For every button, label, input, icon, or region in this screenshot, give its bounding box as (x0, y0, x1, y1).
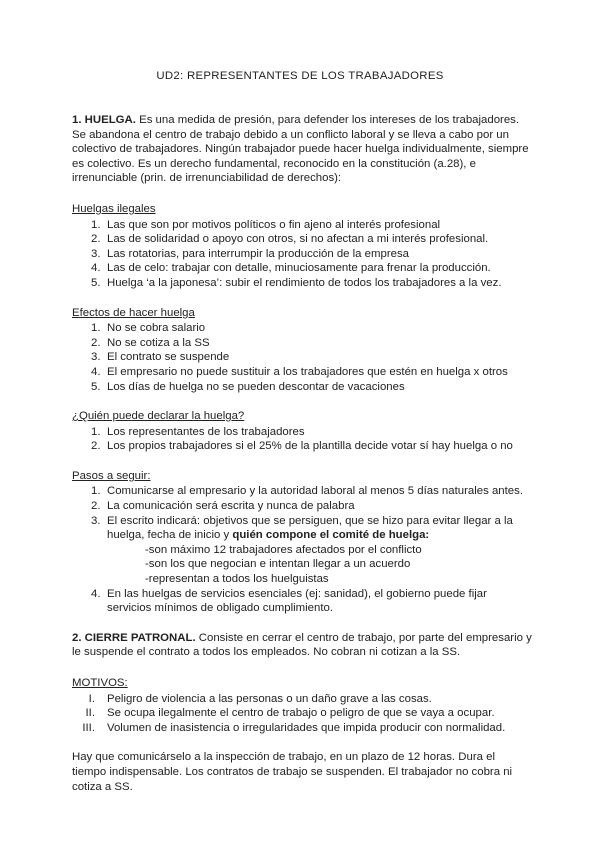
list-item (72, 721, 532, 736)
list-item-text: Los propios trabajadores si el 25% de la plantilla decide votar sí hay huelga o no (107, 440, 513, 453)
list-item (72, 261, 532, 276)
list-number: 4. (91, 365, 101, 378)
section-heading-cierre: 2. CIERRE PATRONAL. (72, 631, 196, 644)
comite-line: -son los que negocian e intentan llegar a un acuerdo (145, 558, 411, 571)
list-efectos-huelga (72, 321, 532, 394)
list-number: 2. (91, 500, 101, 513)
section-cierre-patronal (72, 631, 532, 660)
list-item-text: Las de solidaridad o apoyo con otros, si no afectan a mi interés profesional. (107, 233, 489, 246)
document-body (72, 113, 532, 794)
list-item (72, 380, 532, 395)
list-item (72, 218, 532, 233)
final-paragraph: Hay que comunicárselo a la inspección de trabajo, en un plazo de 12 horas. Dura el tiempo indispensable. Los contratos de trabajo se suspenden. El trabajador no cobra ni cotiza a SS. (72, 751, 513, 793)
list-item-text: Las de celo: trabajar con detalle, minuciosamente para frenar la producción. (107, 262, 491, 275)
list-item (72, 336, 532, 351)
list-number: 3. (91, 514, 101, 527)
list-number: 2. (91, 336, 101, 349)
comite-line: -representan a todos los huelguistas (145, 573, 329, 586)
list-item-text: El escrito indicará: objetivos que se persiguen, que se hizo para evitar llegar a la huelga, fecha de inicio y (107, 514, 513, 542)
list-item-text: El empresario no puede sustituir a los trabajadores que estén en huelga x otros (107, 365, 508, 378)
list-number: III. (82, 721, 95, 734)
list-item (72, 587, 532, 616)
list-item-text: Las que son por motivos políticos o fin ajeno al interés profesional (107, 218, 441, 231)
list-item (72, 484, 532, 499)
list-item-text: No se cotiza a la SS (107, 336, 210, 349)
list-item (72, 247, 532, 262)
list-item-text: Los representantes de los trabajadores (107, 425, 305, 438)
list-item-text: Se ocupa ilegalmente el centro de trabajo o peligro de que se vaya a ocupar. (107, 707, 495, 720)
list-item (72, 365, 532, 380)
list-item (72, 439, 532, 454)
list-item (72, 276, 532, 291)
list-item-text: Los días de huelga no se pueden descontar de vacaciones (107, 380, 405, 393)
list-item (72, 232, 532, 247)
list-number: 1. (91, 218, 101, 231)
list-item-text: El contrato se suspende (107, 351, 230, 364)
subheading-huelgas-ilegales: Huelgas ilegales (72, 202, 156, 215)
list-number: I. (88, 692, 95, 705)
list-pasos (72, 484, 532, 615)
list-motivos (72, 692, 532, 736)
list-item-text: Volumen de inasistencia o irregularidades que impida producir con normalidad. (107, 721, 506, 734)
subheading-efectos-huelga: Efectos de hacer huelga (72, 306, 195, 319)
list-number: 4. (91, 587, 101, 600)
list-number: 1. (91, 322, 101, 335)
section-huelga-intro (72, 113, 532, 186)
list-number: 2. (91, 440, 101, 453)
subheading-quien-declara: ¿Quién puede declarar la huelga? (72, 410, 245, 423)
list-item-text: Las rotatorias, para interrumpir la producción de la empresa (107, 247, 410, 260)
section-huelga-text: Es una medida de presión, para defender los intereses de los trabajadores. Se abandona el centro de trabajo debido a un conflicto laboral y se lleva a cabo por un colectivo de trabajadores. Ningún trabajador puede hacer huelga individualmente, siempre es colectivo. Es un derecho fundamental, reconocido en la constitución (a.28), e irrenunciable (prin. de irrenunciabilidad de derechos): (72, 114, 529, 185)
list-item-text: Peligro de violencia a las personas o un daño grave a las cosas. (107, 692, 432, 705)
section-cierre-text: Consiste en cerrar el centro de trabajo, por parte del empresario y le suspende el contrato a todos los empleados. No cobran ni cotizan a la SS. (72, 631, 532, 659)
list-item (72, 514, 532, 587)
list-number: 5. (91, 276, 101, 289)
list-item-bold-text: quién compone el comité de huelga: (232, 529, 430, 542)
list-item-text: Huelga ‘a la japonesa’: subir el rendimiento de todos los trabajadores a la vez. (107, 276, 502, 289)
comite-line: -son máximo 12 trabajadores afectados por el conflicto (145, 543, 422, 556)
list-item (72, 321, 532, 336)
list-item (72, 706, 532, 721)
list-number: 5. (91, 380, 101, 393)
list-number: 4. (91, 262, 101, 275)
list-number: 1. (91, 425, 101, 438)
list-item (72, 692, 532, 707)
section-heading-huelga: 1. HUELGA. (72, 114, 136, 126)
list-number: II. (85, 707, 95, 720)
subheading-motivos: MOTIVOS: (72, 677, 128, 689)
subheading-pasos: Pasos a seguir: (72, 469, 151, 482)
list-item-text: En las huelgas de servicios esenciales (ej: sanidad), el gobierno puede fijar servicios mínimos de obligado cumplimiento. (107, 587, 487, 615)
list-item (72, 499, 532, 514)
list-number: 3. (91, 351, 101, 364)
comite-details (107, 543, 532, 587)
list-item (72, 350, 532, 365)
list-quien-declara (72, 425, 532, 454)
list-item-text: No se cobra salario (107, 322, 206, 335)
list-item-text: La comunicación será escrita y nunca de palabra (107, 500, 355, 513)
list-number: 2. (91, 233, 101, 246)
document-title: UD2: REPRESENTANTES DE LOS TRABAJADORES (156, 70, 444, 82)
list-number: 3. (91, 247, 101, 260)
list-number: 1. (91, 485, 101, 498)
list-item (72, 425, 532, 440)
list-item-text: Comunicarse al empresario y la autoridad laboral al menos 5 días naturales antes. (107, 485, 523, 498)
list-huelgas-ilegales (72, 218, 532, 291)
